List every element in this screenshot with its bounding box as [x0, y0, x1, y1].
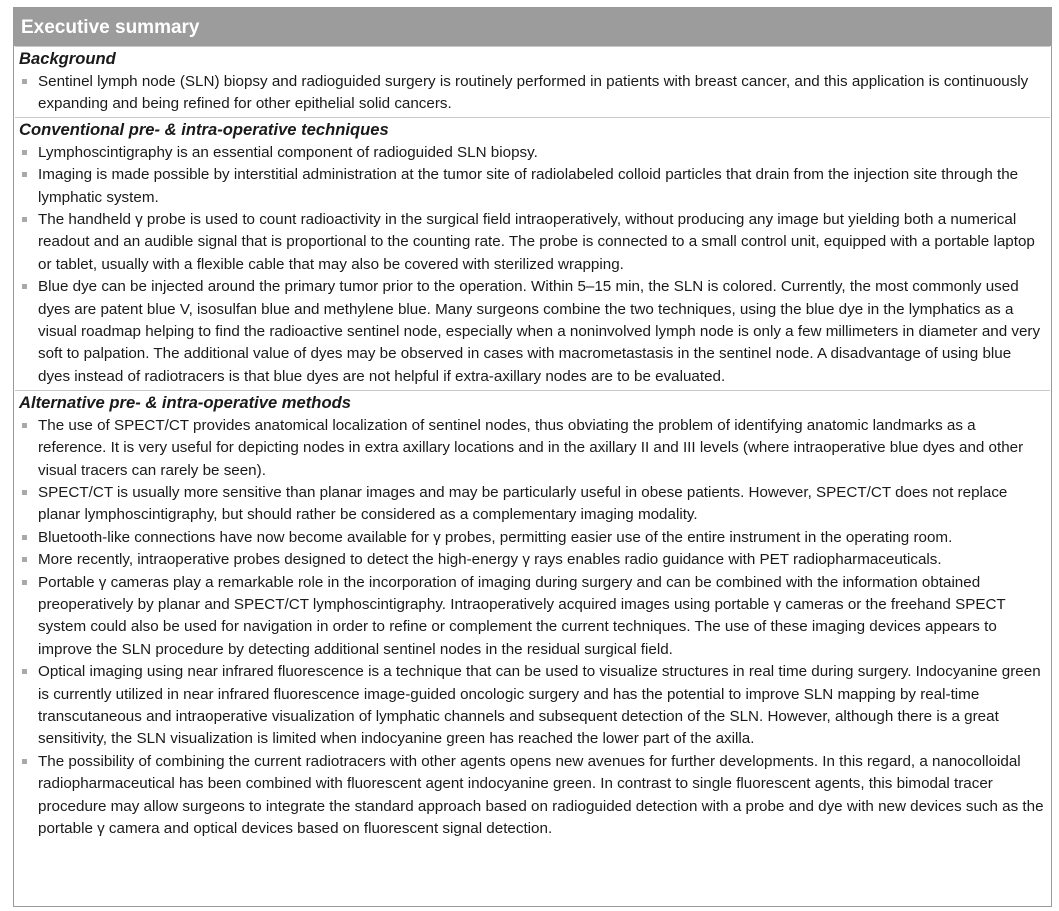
section-title: Conventional pre- & intra-operative techniques: [19, 120, 389, 140]
list-item-text: More recently, intraoperative probes designed to detect the high-energy γ rays enables radio guidance with PET radiopharmaceuticals.: [38, 551, 942, 569]
list-item-text: Blue dye can be injected around the primary tumor prior to the operation. Within 5–15 min, the SLN is colored. Currently, the most commonly used dyes are patent blue V, isosulfan blue and methylene blue. Many surgeons combine the two techniques, using the blue dye in the lymphatics as a visual roadmap helping to find the radioactive sentinel node, especially when a noninvolved lymph node is only a few millimeters in diameter and very soft to palpation. The additional value of dyes may be observed in cases with macrometastasis in the sentinel node. A disadvantage of using blue dyes instead of radiotracers is that blue dyes are not helpful if extra-axillary nodes are to be evaluated.: [38, 278, 1041, 385]
executive-summary-box: [13, 7, 1052, 907]
square-bullet-icon: [22, 172, 27, 177]
list-item-text: Lymphoscintigraphy is an essential component of radioguided SLN biopsy.: [38, 143, 538, 161]
bullet-list: [15, 142, 1050, 388]
list-item: [15, 164, 1050, 209]
list-item-text: Optical imaging using near infrared fluorescence is a technique that can be used to visualize structures in real time during surgery. Indocyanine green is currently utilized in near infrared fluorescence image-guided oncologic surgery and has the potential to improve SLN mapping by real-time transcutaneous and intraoperative visualization of lymphatic channels and subsequent detection of the SLN. However, although there is a great sensitivity, the SLN visualization is limited when indocyanine green has reached the lower part of the axilla.: [38, 663, 1041, 748]
list-item: [15, 572, 1050, 662]
list-item: [15, 276, 1050, 388]
square-bullet-icon: [22, 217, 27, 222]
square-bullet-icon: [22, 490, 27, 495]
list-item: [15, 661, 1050, 751]
square-bullet-icon: [22, 669, 27, 674]
list-item-text: SPECT/CT is usually more sensitive than planar images and may be particularly useful in obese patients. However, SPECT/CT does not replace planar lymphoscintigraphy, but should rather be considered as a complementary imaging modality.: [38, 484, 1008, 524]
list-item: [15, 527, 1050, 549]
list-item: [15, 415, 1050, 482]
square-bullet-icon: [22, 423, 27, 428]
square-bullet-icon: [22, 535, 27, 540]
square-bullet-icon: [22, 284, 27, 289]
square-bullet-icon: [22, 759, 27, 764]
list-item: [15, 142, 1050, 164]
square-bullet-icon: [22, 580, 27, 585]
section-alternative-methods: [15, 390, 1050, 842]
list-item-text: Bluetooth-like connections have now become available for γ probes, permitting easier use of the entire instrument in the operating room.: [38, 528, 953, 546]
section-title: Alternative pre- & intra-operative methods: [19, 393, 351, 413]
section-background: [15, 46, 1050, 117]
list-item: [15, 482, 1050, 527]
square-bullet-icon: [22, 79, 27, 84]
square-bullet-icon: [22, 150, 27, 155]
list-item: [15, 549, 1050, 571]
list-item-text: The possibility of combining the current radiotracers with other agents opens new avenues for further developments. In this regard, a nanocolloidal radiopharmaceutical has been combined with fluorescent agent indocyanine green. In contrast to single fluorescent agents, this bimodal tracer procedure may allow surgeons to integrate the standard approach based on radioguided detection with a probe and dye with new devices such as the portable γ camera and optical devices based on fluorescent signal detection.: [38, 752, 1044, 838]
list-item-text: The use of SPECT/CT provides anatomical localization of sentinel nodes, thus obviating the problem of identifying anatomic landmarks as a reference. It is very useful for depicting nodes in extra axillary locations and in the axillary II and III levels (where intraoperative blue dyes and other visual tracers can rarely be seen).: [38, 416, 1024, 479]
list-item-text: Imaging is made possible by interstitial administration at the tumor site of radiolabeled colloid particles that drain from the injection site through the lymphatic system.: [38, 166, 1019, 206]
bullet-list: [15, 415, 1050, 841]
box-header: [14, 8, 1051, 46]
list-item-text: Portable γ cameras play a remarkable role in the incorporation of imaging during surgery and can be combined with the information obtained preoperatively by planar and SPECT/CT lymphoscintigraphy. Intraoperatively acquired images using portable γ cameras or the freehand SPECT system could also be used for navigation in order to refine or complement the current techniques. The use of these imaging devices appears to improve the SLN procedure by detecting additional sentinel nodes in the residual surgical field.: [38, 573, 1006, 658]
bullet-list: [15, 71, 1050, 116]
list-item: [15, 209, 1050, 276]
list-item: [15, 751, 1050, 841]
list-item: [15, 71, 1050, 116]
section-conventional-techniques: [15, 117, 1050, 390]
box-title: Executive summary: [21, 17, 200, 38]
list-item-text: The handheld γ probe is used to count radioactivity in the surgical field intraoperatively, without producing any image but yielding both a numerical readout and an audible signal that is proportional to the counting rate. The probe is connected to a small control unit, equipped with a portable laptop or tablet, usually with a flexible cable that may also be covered with sterilized wrapping.: [38, 211, 1035, 273]
square-bullet-icon: [22, 557, 27, 562]
section-title: Background: [19, 49, 116, 68]
list-item-text: Sentinel lymph node (SLN) biopsy and radioguided surgery is routinely performed in patients with breast cancer, and this application is continuously expanding and being refined for other epithelial solid cancers.: [38, 72, 1029, 112]
